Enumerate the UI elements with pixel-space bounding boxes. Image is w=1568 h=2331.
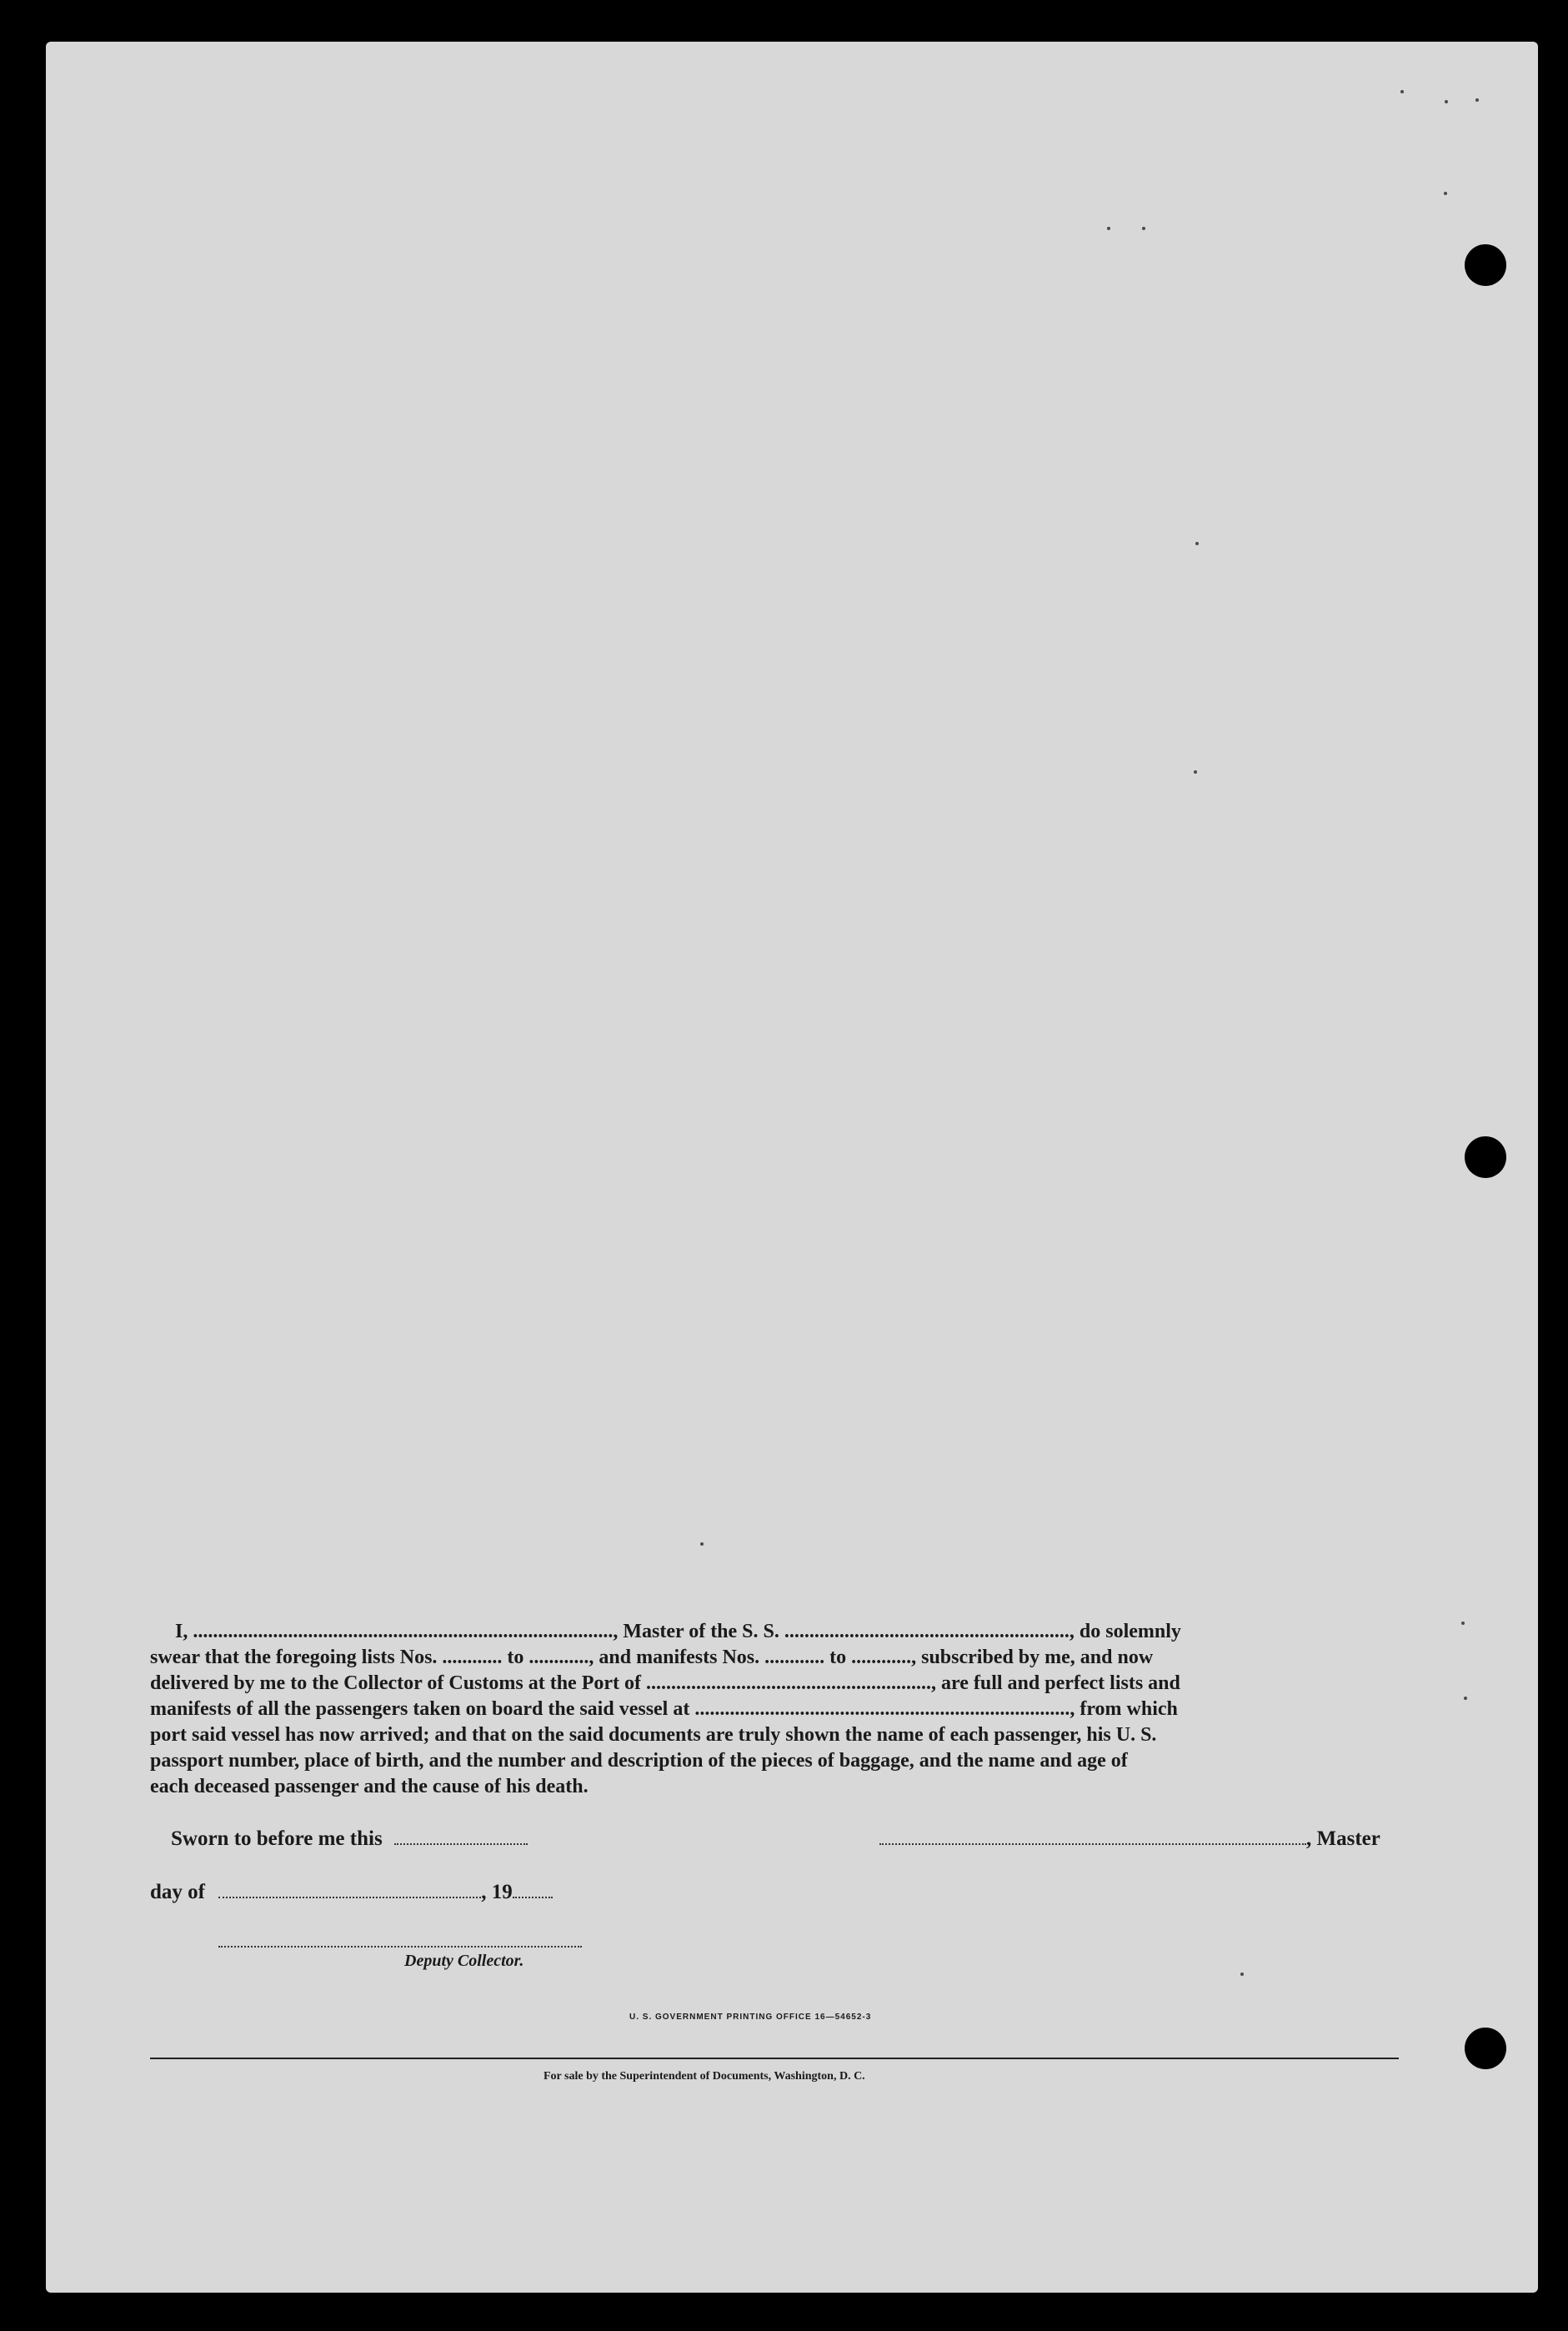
- deputy-collector-signature-field[interactable]: [218, 1946, 582, 1948]
- sworn-line: [171, 1827, 528, 1851]
- scan-speck: [1194, 770, 1197, 774]
- oath-line-6: passport number, place of birth, and the number and description of the pieces of baggage, and the name and age of: [150, 1750, 1128, 1772]
- scan-speck: [1142, 227, 1145, 230]
- year-prefix: , 19: [481, 1881, 513, 1903]
- punch-hole-bottom: [1465, 2028, 1506, 2069]
- oath-line-5: port said vessel has now arrived; and that on the said documents are truly shown the name of each passenger, his U. S.: [150, 1724, 1157, 1746]
- scan-speck: [1240, 1973, 1244, 1976]
- oath-line-3: delivered by me to the Collector of Customs at the Port of ........................................................., are full and perfect lists and: [150, 1672, 1180, 1694]
- master-oath-paragraph: [150, 1619, 1400, 1800]
- month-field[interactable]: [218, 1882, 481, 1898]
- scan-speck: [1464, 1697, 1467, 1700]
- master-label: , Master: [1306, 1827, 1380, 1850]
- oath-line-7: each deceased passenger and the cause of his death.: [150, 1776, 589, 1797]
- printer-imprint: U. S. GOVERNMENT PRINTING OFFICE 16—54652-3: [629, 2013, 872, 2022]
- footer-divider: [150, 2058, 1399, 2059]
- master-signature-line: [879, 1827, 1380, 1851]
- scan-speck: [1444, 192, 1447, 195]
- punch-hole-top: [1465, 244, 1506, 286]
- punch-hole-middle: [1465, 1136, 1506, 1178]
- scan-speck: [1475, 98, 1479, 102]
- scan-speck: [1400, 90, 1404, 93]
- scan-speck: [1445, 100, 1448, 103]
- scan-speck: [1461, 1622, 1465, 1625]
- sworn-label: Sworn to before me this: [171, 1827, 383, 1850]
- scan-speck: [1195, 542, 1199, 545]
- day-of-label: day of: [150, 1881, 205, 1903]
- master-signature-field[interactable]: [879, 1828, 1306, 1845]
- sworn-date-field[interactable]: [394, 1828, 528, 1845]
- form-sheet: [46, 42, 1538, 2293]
- oath-line-4: manifests of all the passengers taken on board the said vessel at ..........................................................................., from which: [150, 1698, 1178, 1720]
- deputy-collector-label: Deputy Collector.: [404, 1952, 524, 1970]
- year-field[interactable]: [513, 1882, 553, 1898]
- day-of-line: [150, 1881, 553, 1904]
- oath-line-1: I, ...................................................................................., Master of the S. S. ........................................................., do solemnly: [175, 1621, 1181, 1642]
- oath-line-2: swear that the foregoing lists Nos. ............ to ............, and manifests Nos. ............ to ............, subscribed by me, and now: [150, 1647, 1154, 1668]
- sale-notice: For sale by the Superintendent of Documents, Washington, D. C.: [544, 2070, 865, 2083]
- scan-speck: [1107, 227, 1110, 230]
- scan-speck: [700, 1542, 704, 1546]
